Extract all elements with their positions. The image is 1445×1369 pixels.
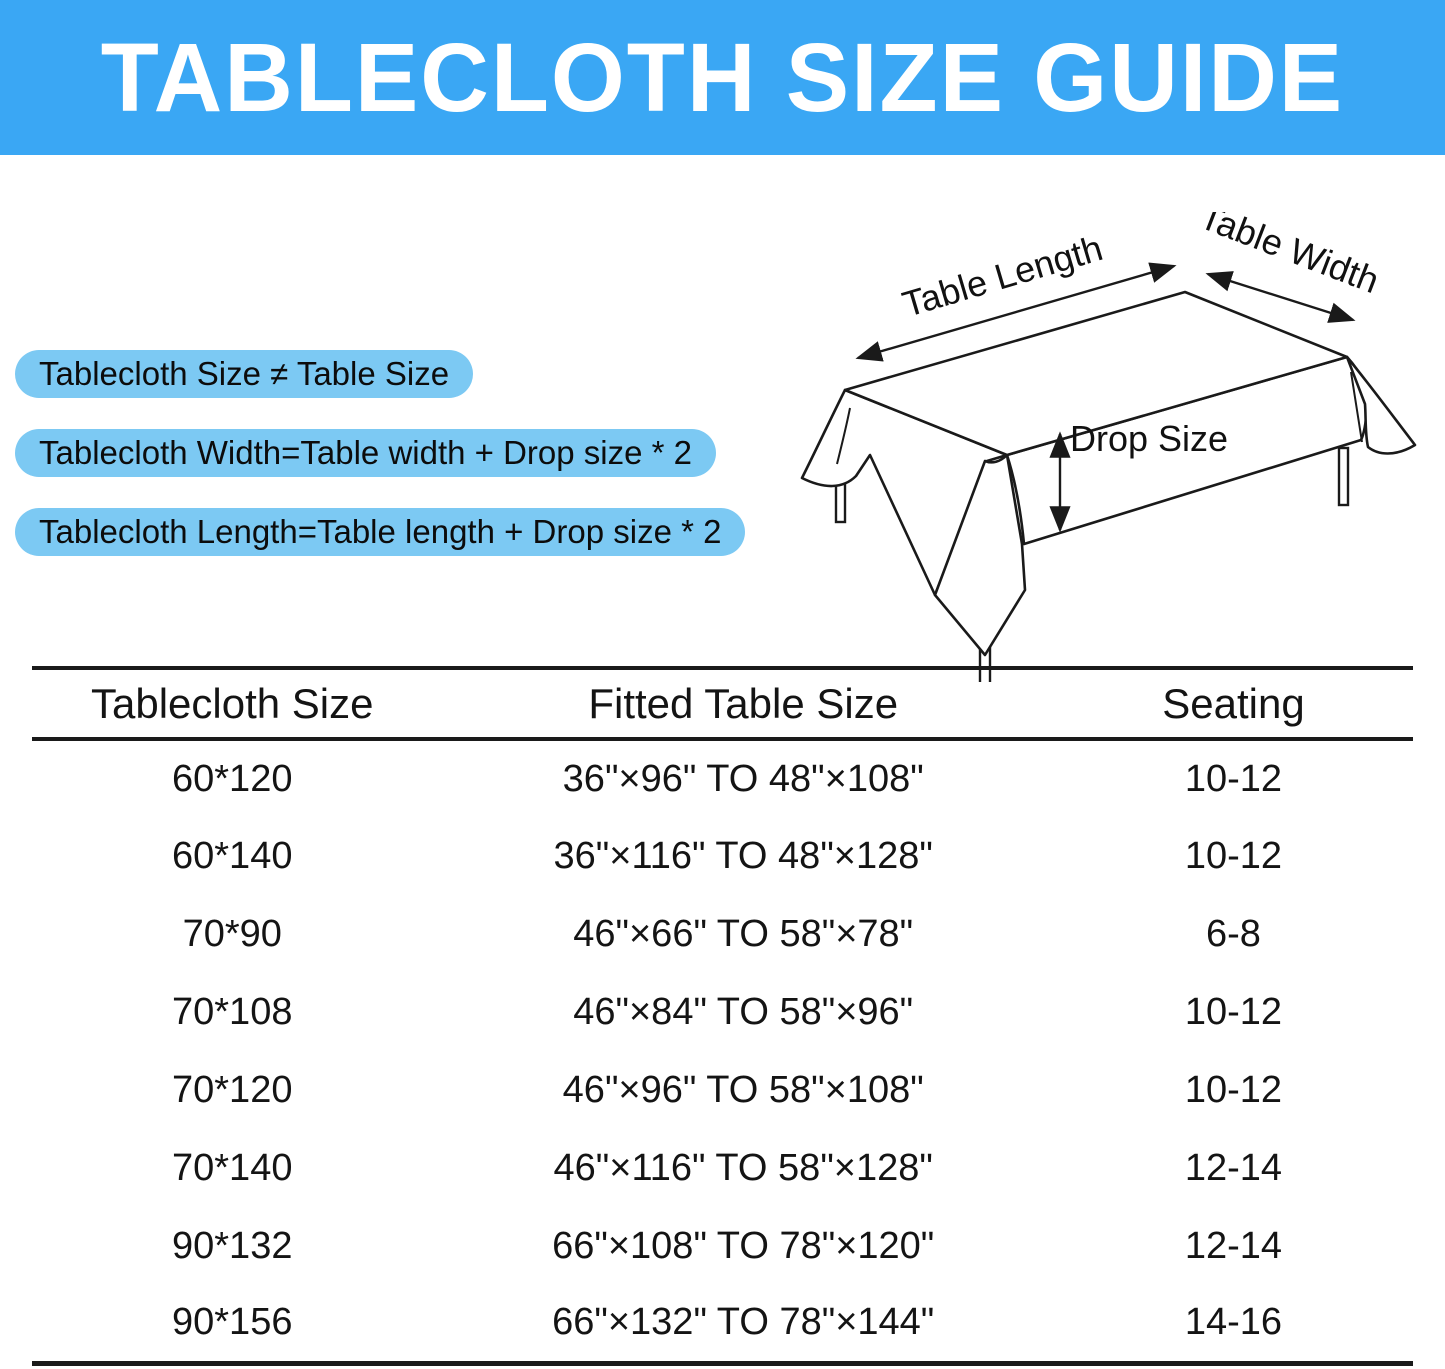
note-width-formula: Tablecloth Width=Table width + Drop size * 2 [15,429,716,477]
table-cell: 46"×116" TO 58"×128" [553,1146,933,1189]
table-cell: 10-12 [1184,1068,1283,1111]
title-banner [0,0,1445,155]
table-cell: 10-12 [1184,990,1283,1033]
table-cell: 46"×84" TO 58"×96" [573,990,914,1033]
table-row [32,1129,1413,1207]
table-cell: 70*140 [172,1146,293,1189]
table-cell: 60*140 [172,834,293,877]
table-width-label: Table Width [1194,212,1385,302]
drop-size-label: Drop Size [1070,418,1229,459]
table-cell: 90*156 [32,1285,432,1363]
table-cell: 10-12 [1184,834,1283,877]
page-title: TABLECLOTH SIZE GUIDE [100,22,1345,132]
table-cell: 70*108 [172,990,293,1033]
table-cell: 70*120 [172,1068,293,1111]
table-cell: 12-14 [1184,1146,1283,1189]
table-cell: 70*90 [182,912,282,955]
table-cell: 36"×96" TO 48"×108" [562,757,924,800]
column-header-fitted-table-size: Fitted Table Size [432,668,1053,739]
tablecloth-drawing [788,212,1445,682]
table-row [32,895,1413,973]
size-table [32,666,1413,1366]
size-table-body [32,739,1413,1363]
header-row [32,668,1413,739]
table-row [32,739,1413,817]
table-row [32,973,1413,1051]
size-table-header [32,668,1413,739]
table-cell: 66"×132" TO 78"×144" [432,1285,1053,1363]
table-row [32,1051,1413,1129]
table-length-label: Table Length [897,227,1108,325]
table-cell: 66"×108" TO 78"×120" [552,1224,935,1267]
table-row [32,1285,1413,1363]
tablecloth-diagram [788,212,1445,682]
table-cell: 90*132 [172,1224,293,1267]
note-size-inequality: Tablecloth Size ≠ Table Size [15,350,473,398]
table-cell: 14-16 [1054,1285,1413,1363]
table-cell: 46"×66" TO 58"×78" [573,912,914,955]
table-cell: 36"×116" TO 48"×128" [553,834,933,877]
table-cell: 12-14 [1184,1224,1283,1267]
table-row [32,817,1413,895]
note-length-formula: Tablecloth Length=Table length + Drop size * 2 [15,508,745,556]
table-cell: 6-8 [1206,912,1261,955]
column-header-seating: Seating [1054,668,1413,739]
notes-list [15,350,745,556]
column-header-tablecloth-size: Tablecloth Size [32,668,432,739]
table-cell: 60*120 [172,757,293,800]
table-cell: 10-12 [1184,757,1283,800]
table-row [32,1207,1413,1285]
table-cell: 46"×96" TO 58"×108" [562,1068,924,1111]
